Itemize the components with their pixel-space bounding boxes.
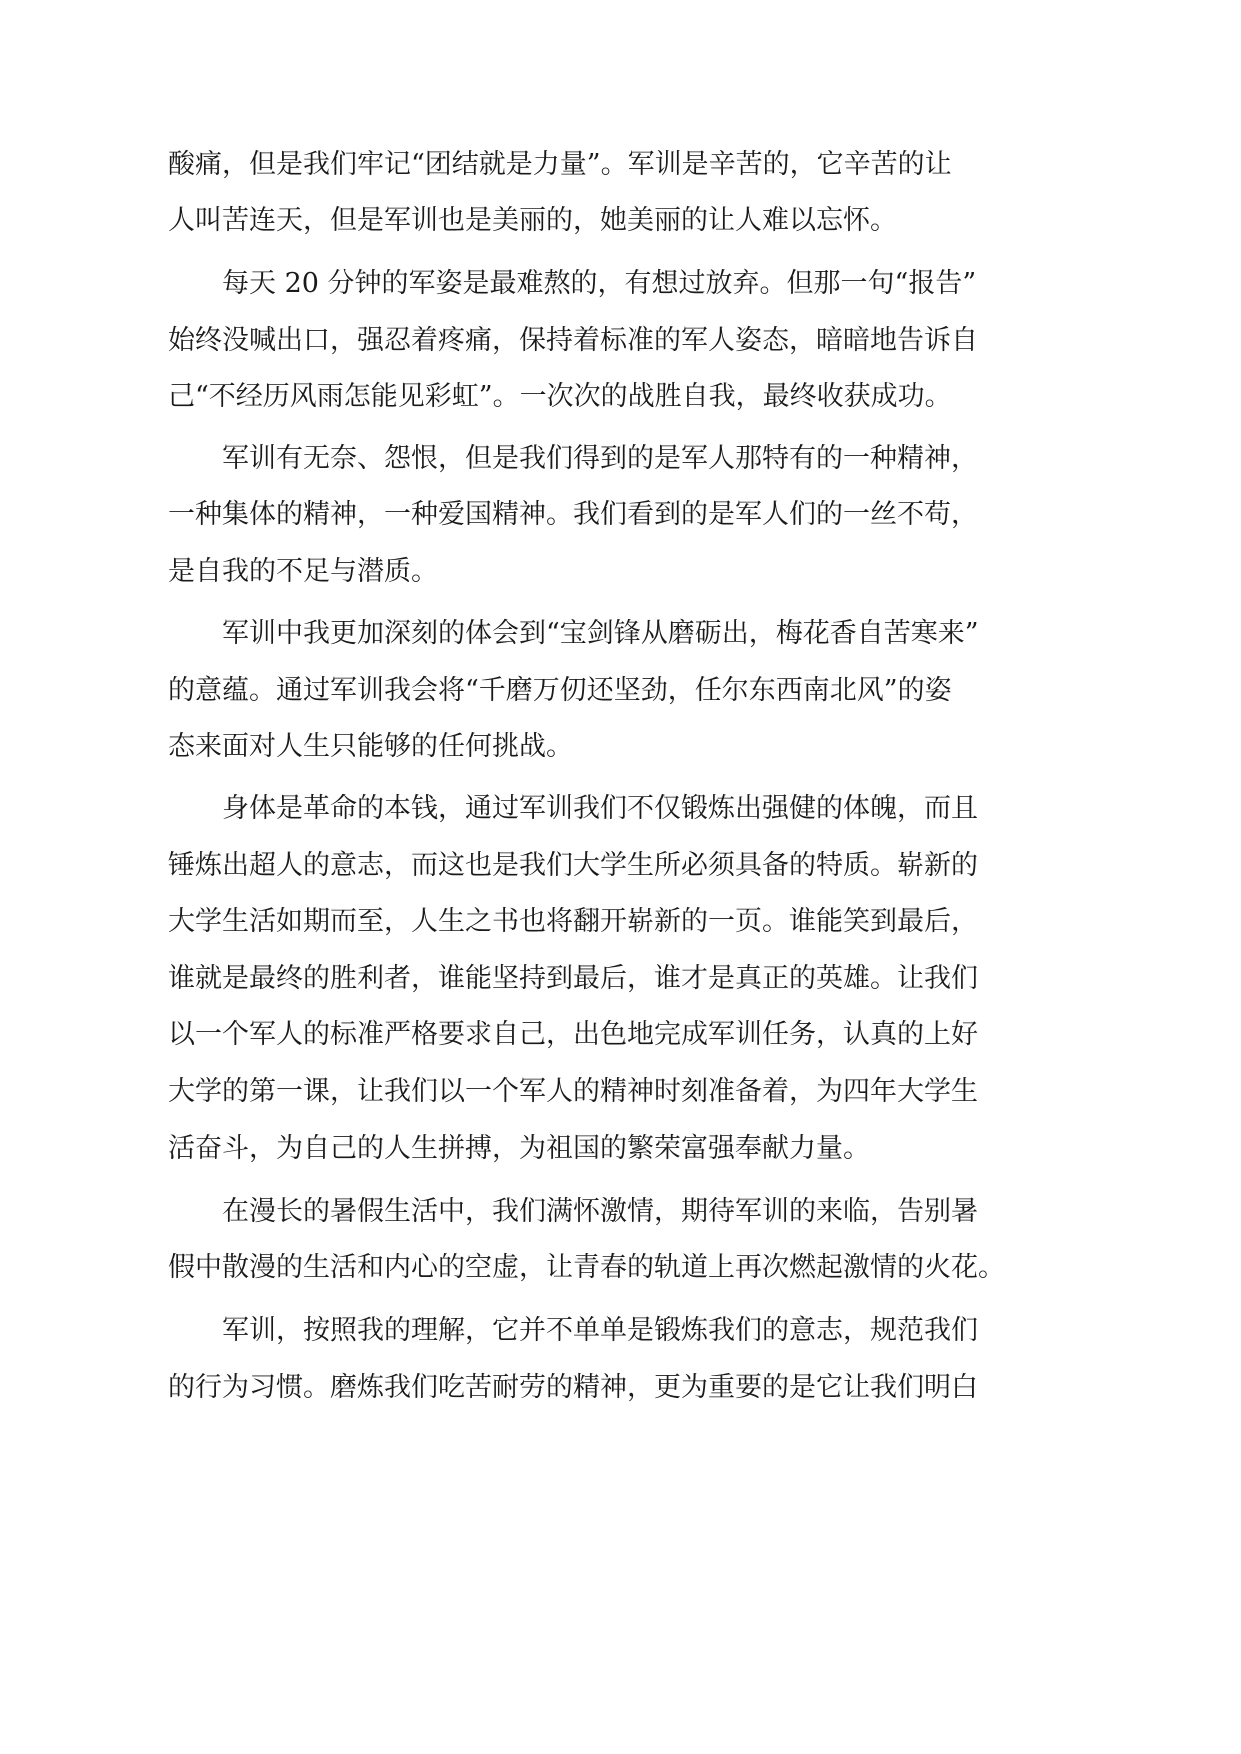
text-line: 始终没喊出口，强忍着疼痛，保持着标准的军人姿态，暗暗地告诉自 bbox=[168, 325, 978, 356]
text-line: 一种集体的精神，一种爱国精神。我们看到的是军人们的一丝不苟， bbox=[168, 499, 978, 530]
text-line: 身体是革命的本钱，通过军训我们不仅锻炼出强健的体魄，而且 bbox=[222, 793, 978, 824]
text-line: 谁就是最终的胜利者，谁能坚持到最后，谁才是真正的英雄。让我们 bbox=[168, 963, 978, 994]
text-line: 是自我的不足与潜质。 bbox=[168, 556, 438, 587]
text-line: 以一个军人的标准严格要求自己，出色地完成军训任务，认真的上好 bbox=[168, 1019, 978, 1050]
text-line: 锤炼出超人的意志，而这也是我们大学生所必须具备的特质。崭新的 bbox=[168, 850, 978, 881]
text-line: 每天 20 分钟的军姿是最难熬的，有想过放弃。但那一句“报告” bbox=[222, 268, 977, 299]
text-line: 态来面对人生只能够的任何挑战。 bbox=[168, 731, 573, 762]
text-line: 大学生活如期而至，人生之书也将翻开崭新的一页。谁能笑到最后， bbox=[168, 906, 978, 937]
text-line: 的意蕴。通过军训我会将“千磨万仞还坚劲，任尔东西南北风”的姿 bbox=[168, 675, 952, 706]
text-line: 军训有无奈、怨恨，但是我们得到的是军人那特有的一种精神， bbox=[222, 443, 978, 474]
text-line: 活奋斗，为自己的人生拼搏，为祖国的繁荣富强奉献力量。 bbox=[168, 1133, 870, 1164]
text-line: 军训，按照我的理解，它并不单单是锻炼我们的意志，规范我们 bbox=[222, 1315, 978, 1346]
text-line: 的行为习惯。磨炼我们吃苦耐劳的精神，更为重要的是它让我们明白 bbox=[168, 1372, 978, 1403]
text-line: 酸痛，但是我们牢记“团结就是力量”。军训是辛苦的，它辛苦的让 bbox=[168, 149, 952, 180]
text-line: 在漫长的暑假生活中，我们满怀激情，期待军训的来临，告别暑 bbox=[222, 1196, 978, 1227]
text-line: 人叫苦连天，但是军训也是美丽的，她美丽的让人难以忘怀。 bbox=[168, 205, 897, 236]
text-line: 假中散漫的生活和内心的空虚，让青春的轨道上再次燃起激情的火花。 bbox=[168, 1252, 1005, 1283]
text-line: 军训中我更加深刻的体会到“宝剑锋从磨砺出，梅花香自苦寒来” bbox=[222, 618, 979, 649]
text-line: 大学的第一课，让我们以一个军人的精神时刻准备着，为四年大学生 bbox=[168, 1076, 978, 1107]
text-line: 己“不经历风雨怎能见彩虹”。一次次的战胜自我，最终收获成功。 bbox=[168, 381, 952, 412]
